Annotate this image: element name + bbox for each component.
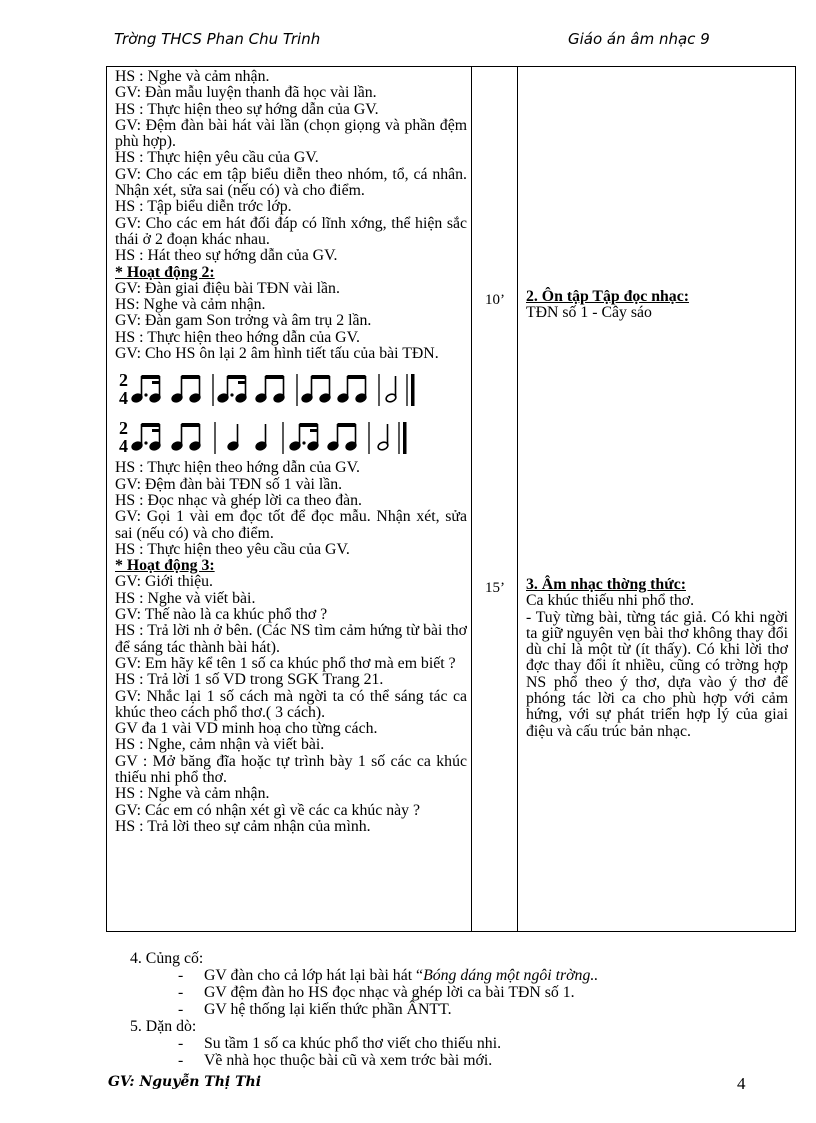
activity-line: GV: Đệm đàn bài TĐN số 1 vài lần. xyxy=(115,476,343,493)
note-beam xyxy=(310,429,318,432)
time-sig-bottom: 4 xyxy=(119,436,128,457)
activity-line: GV: Thế nào là ca khúc phổ thơ ? xyxy=(115,607,328,624)
activity-line: HS : Tập biểu diễn trớc lớp. xyxy=(115,199,292,216)
activity-line: GV: Nhắc lại 1 số cách mà ngời ta có thể sáng tác ca khúc theo cách phổ thơ.( 3 cách). xyxy=(115,688,467,721)
consolidation-item: - GV đàn cho cả lớp hát lại bài hát “Bóng dáng một ngôi trờng.. xyxy=(178,967,599,984)
activity-line: GV: Các em có nhận xét gì về các ca khúc này ? xyxy=(115,802,420,819)
activity-line: GV: Đàn mẫu luyện thanh đã học vài lần. xyxy=(115,85,377,102)
note-beam xyxy=(266,375,284,379)
note-beam xyxy=(182,423,200,427)
activity-line: HS : Trả lời nh ở bên. (Các NS tìm cảm hứng từ bài thơ để sáng tác thành bài hát). xyxy=(115,623,467,656)
note-beam xyxy=(300,423,318,427)
column-divider xyxy=(471,67,472,931)
activity-line: HS : Nghe và cảm nhận. xyxy=(115,69,270,85)
rhythm-staff-1 xyxy=(115,364,467,410)
activity-line: GV: Đàn giai điệu bài TĐN vài lần. xyxy=(115,280,340,297)
activity-line: HS : Trả lời 1 số VD trong SGK Trang 21. xyxy=(115,672,384,689)
time-cell-1: 10’ xyxy=(485,292,505,308)
header-subject: Giáo án âm nhạc 9 xyxy=(568,30,710,48)
consolidation-item: - GV hệ thống lại kiến thức phần ÂNTT. xyxy=(178,1001,452,1018)
consolidation-label: 4. Củng cố: xyxy=(130,950,204,967)
note-dot xyxy=(144,442,147,445)
activity-line: GV: Cho các em tập biểu diễn theo nhóm, tổ, cá nhân. Nhận xét, sửa sai (nếu có) và cho điểm. xyxy=(115,166,467,200)
activity-line: HS : Thực hiện yêu cầu của GV. xyxy=(115,150,319,167)
final-bar xyxy=(403,422,407,454)
lesson-table xyxy=(106,66,796,932)
rhythm-staff-2 xyxy=(115,412,467,458)
page-number: 4 xyxy=(737,1074,746,1093)
activity-line: HS : Hát theo sự hớng dẫn của GV. xyxy=(115,248,338,265)
activity-line: GV đa 1 vài VD minh hoạ cho từng cách. xyxy=(115,721,378,738)
activity-2-title: * Hoạt động 2: xyxy=(115,263,215,281)
lesson-closing xyxy=(130,950,598,1069)
note-beam xyxy=(142,375,160,379)
activity-line: HS : Thực hiện theo hớng dẫn của GV. xyxy=(115,329,360,346)
time-cell-2: 15’ xyxy=(485,580,505,596)
activity-line: HS : Nghe, cảm nhận và viết bài. xyxy=(115,737,325,754)
note-dot xyxy=(302,442,305,445)
activity-line: GV: Đàn gam Son trởng và âm trụ 2 lần. xyxy=(115,313,372,330)
activity-line: HS: Nghe và cảm nhận. xyxy=(115,297,266,314)
note-beam xyxy=(152,381,160,384)
note-beam xyxy=(142,423,160,427)
activity-line: GV: Em hãy kể tên 1 số ca khúc phổ thơ mà em biết ? xyxy=(115,655,456,672)
activity-line: HS : Thực hiện theo yêu cầu của GV. xyxy=(115,541,350,558)
note-beam xyxy=(338,423,356,427)
homework-item: - Về nhà học thuộc bài cũ và xem trớc bài mới. xyxy=(178,1052,493,1069)
footer-teacher: GV: Nguyễn Thị Thi xyxy=(108,1074,262,1090)
note-beam xyxy=(348,375,366,379)
final-bar xyxy=(411,374,415,406)
column-divider xyxy=(517,67,518,931)
consolidation-item: - GV đệm đàn ho HS đọc nhạc và ghép lời ca bài TĐN số 1. xyxy=(178,984,575,1001)
time-sig-top: 2 xyxy=(119,370,128,391)
activity-line: GV: Cho các em hát đối đáp có lĩnh xớng, thể hiện sắc thái ở 2 đoạn khác nhau. xyxy=(115,215,467,248)
section-3-line: - Tuỳ từng bài, từng tác giả. Có khi ngời ta giữ nguyên vẹn bài thơ không thay đổi dù chỉ là một từ (ít thấy). Có khi lời thơ đợc thay đổi ít nhiều, cũng có trờng hợp NS phổ theo ý thơ, dựa vào ý thơ để phóng tác lời ca cho phù hợp với cảm hứng, với sự phát triển hợp lý của giai điệu và cấu trúc bản nhạc. xyxy=(526,608,788,740)
note-beam xyxy=(238,381,246,384)
activity-line: HS : Trả lời theo sự cảm nhận của mình. xyxy=(115,818,371,835)
section-2-title: 2. Ôn tập Tập đọc nhạc: xyxy=(526,288,689,305)
homework-label: 5. Dặn dò: xyxy=(130,1018,197,1035)
section-2-body: TĐN số 1 - Cây sáo xyxy=(526,304,652,322)
note-dot xyxy=(144,394,147,397)
activity-line: GV: Giới thiệu. xyxy=(115,574,214,591)
activity-line: HS : Thực hiện theo hớng dẫn của GV. xyxy=(115,460,360,477)
activity-3-title: * Hoạt động 3: xyxy=(115,557,215,575)
activity-line: HS : Thực hiện theo sự hớng dẫn của GV. xyxy=(115,101,379,118)
note-beam xyxy=(182,375,200,379)
activity-line: GV: Đệm đàn bài hát vài lần (chọn giọng và phần đệm phù hợp). xyxy=(115,117,467,151)
note-beam xyxy=(228,375,246,379)
activity-line: GV : Mở băng đĩa hoặc tự trình bày 1 số các ca khúc thiếu nhi phổ thơ. xyxy=(115,753,467,786)
section-3-title: 3. Âm nhạc thờng thức: xyxy=(526,576,686,593)
time-sig-bottom: 4 xyxy=(119,388,128,409)
time-sig-top: 2 xyxy=(119,418,128,439)
activity-line: HS : Nghe và viết bài. xyxy=(115,590,256,607)
header-school: Trờng THCS Phan Chu Trinh xyxy=(114,30,321,48)
activity-line: GV: Cho HS ôn lại 2 âm hình tiết tấu của bài TĐN. xyxy=(115,346,439,363)
activity-line: HS : Nghe và cảm nhận. xyxy=(115,786,270,803)
content-section-3 xyxy=(526,577,788,740)
note-beam xyxy=(152,429,160,432)
activity-line: HS : Đọc nhạc và ghép lời ca theo đàn. xyxy=(115,492,362,509)
note-beam xyxy=(312,375,330,379)
section-3-line: Ca khúc thiếu nhi phổ thơ. xyxy=(526,592,695,610)
activities-column xyxy=(115,69,467,835)
content-section-2 xyxy=(526,289,790,322)
homework-item: - Su tầm 1 số ca khúc phổ thơ viết cho thiếu nhi. xyxy=(178,1035,502,1052)
note-dot xyxy=(230,394,233,397)
activity-line: GV: Gọi 1 vài em đọc tốt để đọc mẫu. Nhận xét, sửa sai (nếu có) và cho điểm. xyxy=(115,509,467,542)
